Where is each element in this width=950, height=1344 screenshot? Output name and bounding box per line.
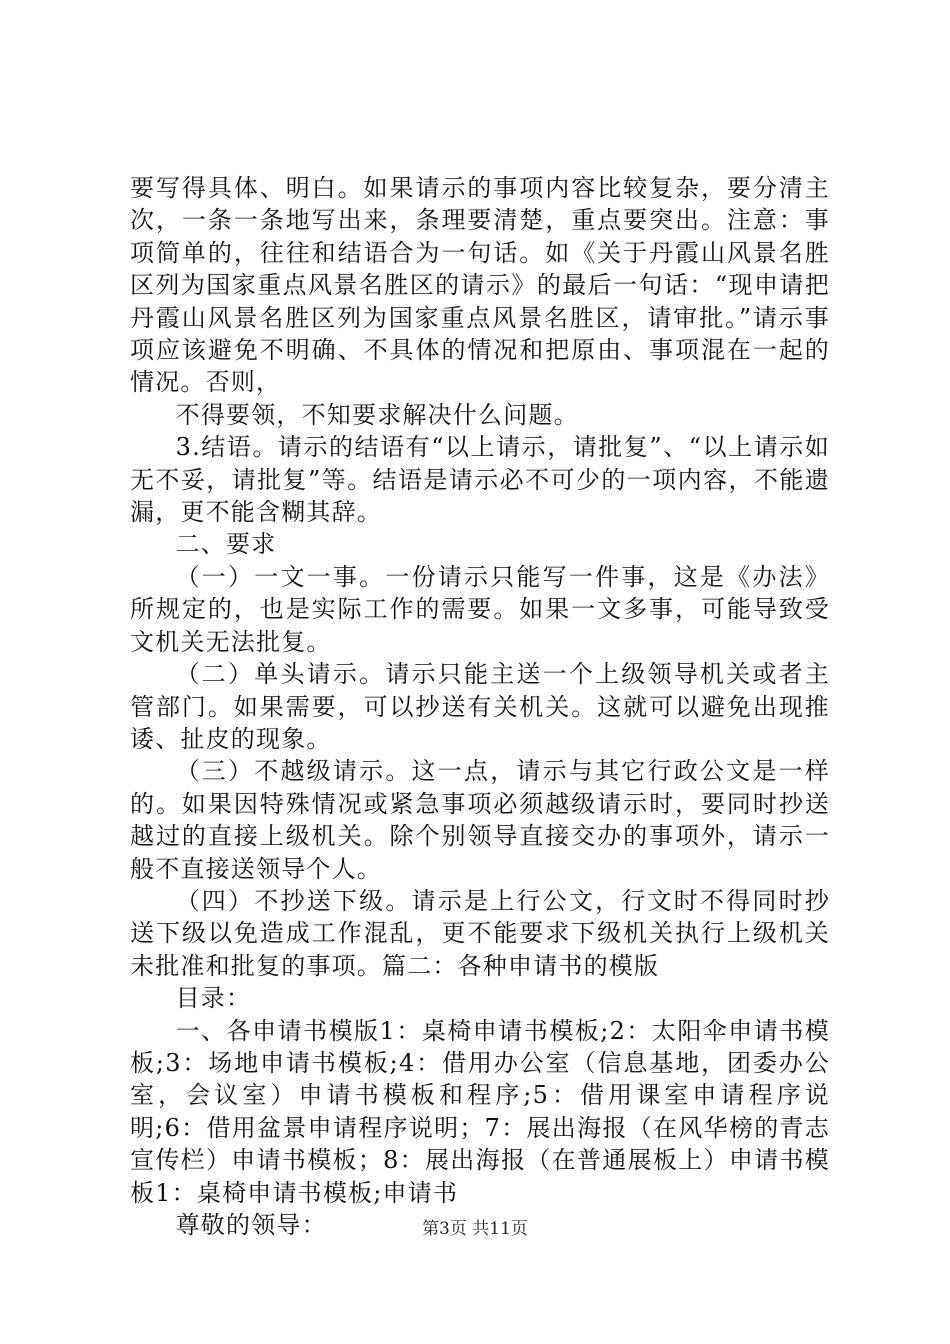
requirement-item: （三）不越级请示。这一点，请示与其它行政公文是一样的。如果因特殊情况或紧急事项必须越级请示时，要同时抄送越过的直接上级机关。除个别领导直接交办的事项外，请示一般不直接送领导个人。 (130, 757, 830, 883)
paragraph-conclusion: 3.结语。请示的结语有“以上请示，请批复”、“以上请示如无不妥，请批复”等。结语是请示必不可少的一项内容，不能遗漏，更不能含糊其辞。 (130, 433, 830, 527)
requirement-item: （二）单头请示。请示只能主送一个上级领导机关或者主管部门。如果需要，可以抄送有关机关。这就可以避免出现推诿、扯皮的现象。 (130, 660, 830, 753)
requirement-item: （一）一文一事。一份请示只能写一件事，这是《办法》所规定的，也是实际工作的需要。如果一文多事，可能导致受文机关无法批复。 (130, 562, 830, 656)
paragraph: 不得要领，不知要求解决什么问题。 (175, 400, 579, 429)
page-number-footer: 第3页 共11页 (422, 1219, 528, 1239)
paragraph-continuation: 要写得具体、明白。如果请示的事项内容比较复杂，要分清主次，一条一条地写出来，条理要清楚，重点要突出。注意：事项简单的，往往和结语合为一句话。如《关于丹霞山风景名胜区列为国家重点风景名胜区的请示》的最后一句话：“现申请把丹霞山风景名胜区列为国家重点风景名胜区，请审批。”请示事项应该避免不明确、不具体的情况和把原由、事项混在一起的情况。否则， (130, 174, 830, 397)
toc-list: 一、各申请书模版1：桌椅申请书模板;2：太阳伞申请书模板;3：场地申请书模板;4：借用办公室（信息基地，团委办公室，会议室）申请书模板和程序;5：借用课室申请程序说明;6：借用盆景申请程序说明；7：展出海报（在风华榜的青志宣传栏）申请书模板；8：展出海报（在普通展板上）申请书模板1：桌椅申请书模板;申请书 (130, 1016, 830, 1207)
requirement-item: （四）不抄送下级。请示是上行公文，行文时不得同时抄送下级以免造成工作混乱，更不能要求下级机关执行上级机关未批准和批复的事项。篇二：各种申请书的模版 (130, 886, 830, 980)
body-text (130, 172, 830, 1241)
toc-heading: 目录： (175, 984, 252, 1013)
section-heading: 二、要求 (175, 530, 277, 559)
salutation: 尊敬的领导： (175, 1211, 327, 1239)
